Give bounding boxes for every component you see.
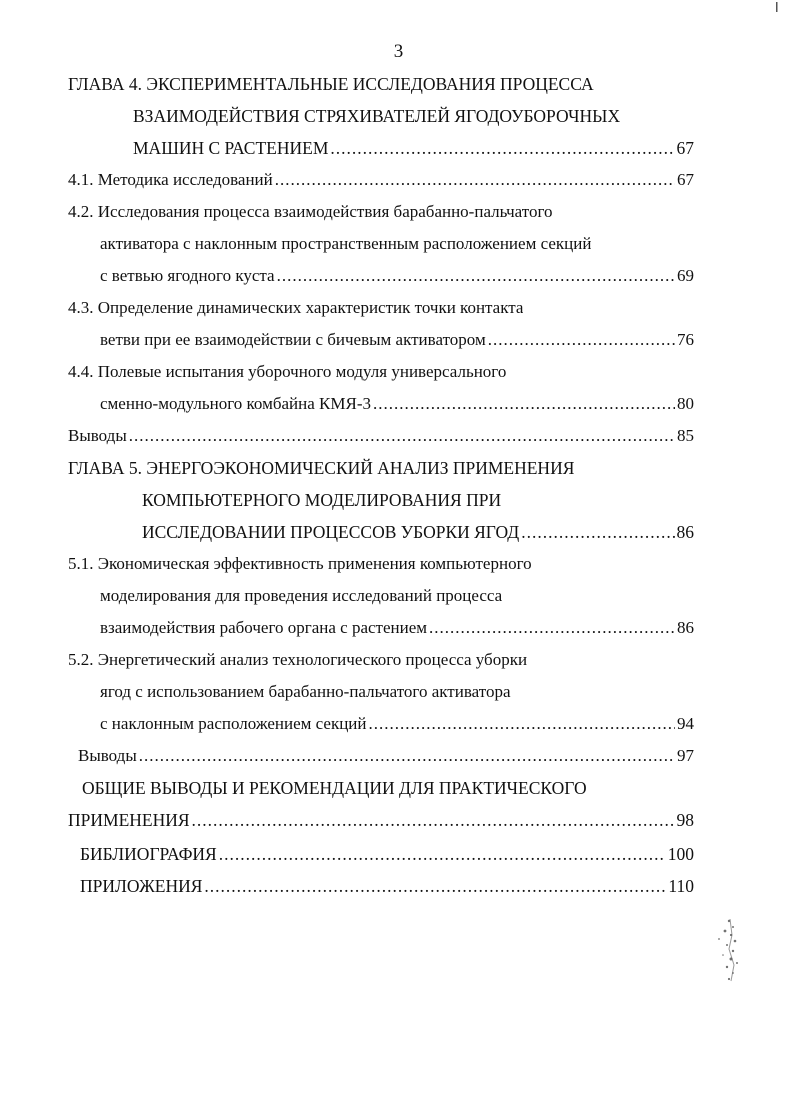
toc-entry-4-1 [68,167,694,193]
toc-entry-5-1-line-1 [68,551,532,577]
toc-entry-text: взаимодействия рабочего органа с растением [100,618,428,637]
dot-leader [204,873,666,899]
toc-entry-4-2-line-2 [100,231,591,257]
toc-entry-4-4-line-2 [100,391,694,417]
toc-entry-text: ветви при ее взаимодействии с бичевым активатором [100,330,486,349]
toc-page-number: 80 [677,394,694,413]
toc-entry-5-2-line-3 [100,711,694,737]
toc-entry-text: ВЗАИМОДЕЙСТВИЯ СТРЯХИВАТЕЛЕЙ ЯГОДОУБОРОЧНЫХ [133,106,621,126]
toc-entry-general-conclusions-line-1 [82,775,587,801]
dot-leader [369,711,676,737]
toc-entry-text: ГЛАВА 4. ЭКСПЕРИМЕНТАЛЬНЫЕ ИССЛЕДОВАНИЯ ПРОЦЕССА [68,74,594,94]
toc-page-number: 85 [677,426,694,445]
toc-page-number: 110 [668,876,694,896]
scan-mark-icon [775,2,779,12]
dot-leader [373,391,675,417]
toc-entry-chapter-4-line-3 [133,135,694,161]
dot-leader [488,327,675,353]
toc-page-number: 86 [677,618,694,637]
toc-entry-text: БИБЛИОГРАФИЯ [80,844,217,864]
toc-entry-text: ИССЛЕДОВАНИИ ПРОЦЕССОВ УБОРКИ ЯГОД [142,522,520,542]
toc-entry-chapter-5-line-1 [68,455,574,481]
dot-leader [521,519,674,545]
scan-smudge-icon [709,915,749,985]
toc-entry-text: Выводы [68,426,127,445]
toc-entry-text: МАШИН С РАСТЕНИЕМ [133,138,329,158]
toc-page-number: 86 [676,522,694,542]
toc-entry-text: с ветвью ягодного куста [100,266,275,285]
page-number: 3 [393,41,404,62]
dot-leader [330,135,674,161]
toc-entry-appendices [80,873,694,899]
toc-entry-text: ПРИМЕНЕНИЯ [68,810,190,830]
toc-entry-5-1-line-3 [100,615,694,641]
toc-entry-text: ГЛАВА 5. ЭНЕРГОЭКОНОМИЧЕСКИЙ АНАЛИЗ ПРИМЕНЕНИЯ [68,458,575,478]
toc-entry-text: с наклонным расположением секций [100,714,367,733]
toc-entry-general-conclusions-line-2 [68,807,694,833]
toc-entry-text: 4.1. Методика исследований [68,170,273,189]
dot-leader [277,263,675,289]
toc-entry-chapter-4-line-2 [133,103,620,129]
toc-entry-text: ПРИЛОЖЕНИЯ [80,876,203,896]
toc-entry-text: КОМПЬЮТЕРНОГО МОДЕЛИРОВАНИЯ ПРИ [142,490,502,510]
toc-page-number: 94 [677,714,694,733]
dot-leader [219,841,666,867]
toc-entry-4-3-line-1 [68,295,523,321]
toc-entry-text: 4.4. Полевые испытания уборочного модуля универсального [68,362,507,381]
toc-entry-chapter-4-line-1 [68,71,594,97]
toc-page-number: 67 [677,170,694,189]
toc-entry-text: сменно-модульного комбайна КМЯ-3 [100,394,371,413]
toc-entry-text: ягод с использованием барабанно-пальчатого активатора [100,682,511,701]
toc-entry-text: моделирования для проведения исследований процесса [100,586,503,605]
toc-page-number: 97 [677,746,694,765]
dot-leader [429,615,675,641]
toc-entry-chapter-5-line-3 [142,519,694,545]
toc-entry-text: ОБЩИЕ ВЫВОДЫ И РЕКОМЕНДАЦИИ ДЛЯ ПРАКТИЧЕСКОГО [82,778,587,798]
dot-leader [275,167,675,193]
toc-entry-5-1-line-2 [100,583,502,609]
toc-page-number: 67 [676,138,694,158]
dot-leader [129,423,675,449]
toc-entry-text: активатора с наклонным пространственным расположением секций [100,234,592,253]
toc-entry-text: Выводы [78,746,137,765]
toc-entry-text: 5.2. Энергетический анализ технологического процесса уборки [68,650,528,669]
toc-entry-5-2-line-2 [100,679,511,705]
toc-page-number: 69 [677,266,694,285]
toc-entry-4-2-line-1 [68,199,553,225]
toc-entry-conclusions-ch5 [78,743,694,769]
toc-entry-conclusions-ch4 [68,423,694,449]
toc-page-number: 76 [677,330,694,349]
toc-entry-4-4-line-1 [68,359,506,385]
toc-page-number: 98 [676,810,694,830]
toc-entry-5-2-line-1 [68,647,527,673]
toc-entry-chapter-5-line-2 [142,487,501,513]
toc-entry-bibliography [80,841,694,867]
toc-entry-text: 4.3. Определение динамических характеристик точки контакта [68,298,524,317]
toc-entry-4-3-line-2 [100,327,694,353]
toc-page-number: 100 [667,844,694,864]
toc-entry-4-2-line-3 [100,263,694,289]
dot-leader [192,807,675,833]
toc-entry-text: 5.1. Экономическая эффективность применения компьютерного [68,554,532,573]
toc-entry-text: 4.2. Исследования процесса взаимодействия барабанно-пальчатого [68,202,553,221]
dot-leader [139,743,675,769]
